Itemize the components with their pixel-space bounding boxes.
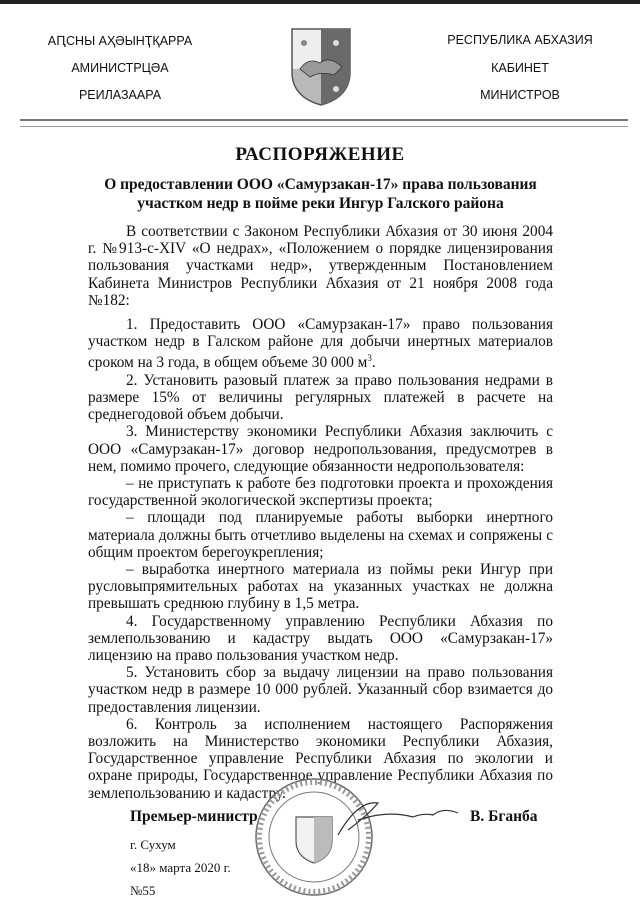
- item-paragraph: – выработка инертного материала из поймы реки Ингур при русловыпрямительных работах на указанных участках не должна превышать среднюю глубину в 1,5 метра.: [88, 560, 553, 613]
- handwritten-signature-icon: [318, 795, 468, 840]
- item-paragraph: 5. Установить сбор за выдачу лицензии на право пользования участком недр в размере 10 000 рублей. Указанный сбор взимается до предоставления лицензии.: [88, 664, 553, 716]
- header-line: АМИНИСТРЦӘА: [71, 60, 169, 75]
- document-body: [88, 223, 553, 802]
- item-paragraph: 6. Контроль за исполнением настоящего Распоряжения возложить на Министерство экономики Республики Абхазия, Государственное управление Республики Абхазия по экологии и охране природы, Государственное управление Республики Абхазия по землепользованию и кадастру.: [88, 715, 553, 802]
- date: «18» марта 2020 г.: [130, 860, 231, 875]
- item-paragraph: 4. Государственному управлению Республики Абхазия по землепользованию и кадастру выдать ООО «Самурзакан-17» лицензию на право пользования участком недр.: [88, 612, 553, 664]
- header-line: РЕИЛАЗААРА: [78, 88, 162, 102]
- item-paragraph: – не приступать к работе без подготовки проекта и прохождения государственной экологической экспертизы проекта;: [88, 474, 553, 510]
- document-subtitle: [88, 175, 553, 213]
- intro-paragraph: В соответствии с Законом Республики Абхазия от 30 июня 2004 г. №913-с-XIV «О недрах», «Положением о порядке лицензирования пользования участками недр», утвержденным Постановлением Кабинета Министров Республики Абхазия от 21 ноября 2008 года №182:: [88, 223, 553, 309]
- item-paragraph: 3. Министерству экономики Республики Абхазия заключить с ООО «Самурзакан-17» договор недропользования, предусмотрев в нем, помимо прочего, следующие обязанности недропользователя:: [88, 423, 553, 475]
- document-title: РАСПОРЯЖЕНИЕ: [235, 144, 405, 165]
- subtitle-line: участком недр в пойме реки Ингур Галского района: [137, 195, 504, 212]
- place: г. Сухум: [130, 837, 176, 852]
- header-divider: [20, 119, 628, 127]
- header-line: АԤСНЫ АҲӘЫНҬҚАРРА: [47, 34, 193, 48]
- scan-top-edge: [0, 0, 640, 4]
- subtitle-line: О предоставлении ООО «Самурзакан-17» права пользования: [104, 176, 537, 193]
- header-abkhaz: [20, 33, 220, 116]
- item-text: 1. Предоставить ООО «Самурзакан-17» право пользования участком недр в Галском районе для добычи инертных материалов сроком на 3 года, в общем объеме 30 000 м: [88, 316, 553, 372]
- header-line: РЕСПУБЛИКА АБХАЗИЯ: [447, 33, 593, 47]
- document-number: №55: [130, 883, 156, 898]
- header-russian: [420, 33, 620, 116]
- superscript: 3: [367, 353, 372, 364]
- signatory-name: В. Бганба: [470, 808, 538, 825]
- coat-of-arms-icon: [290, 27, 352, 107]
- header-line: КАБИНЕТ: [491, 60, 549, 75]
- header-line: МИНИСТРОВ: [480, 88, 560, 102]
- signatory-position: Премьер-министр: [130, 808, 258, 825]
- item-paragraph: [88, 316, 553, 372]
- item-paragraph: 2. Установить разовый платеж за право пользования недрами в размере 15% от величины регулярных платежей в расчете на среднегодовой объем добычи.: [88, 371, 553, 424]
- item-end: .: [371, 354, 376, 372]
- item-paragraph: – площади под планируемые работы выборки инертного материала должны быть отчетливо выделены на схемах и сопряжены с общим проектом берегоукрепления;: [88, 509, 553, 561]
